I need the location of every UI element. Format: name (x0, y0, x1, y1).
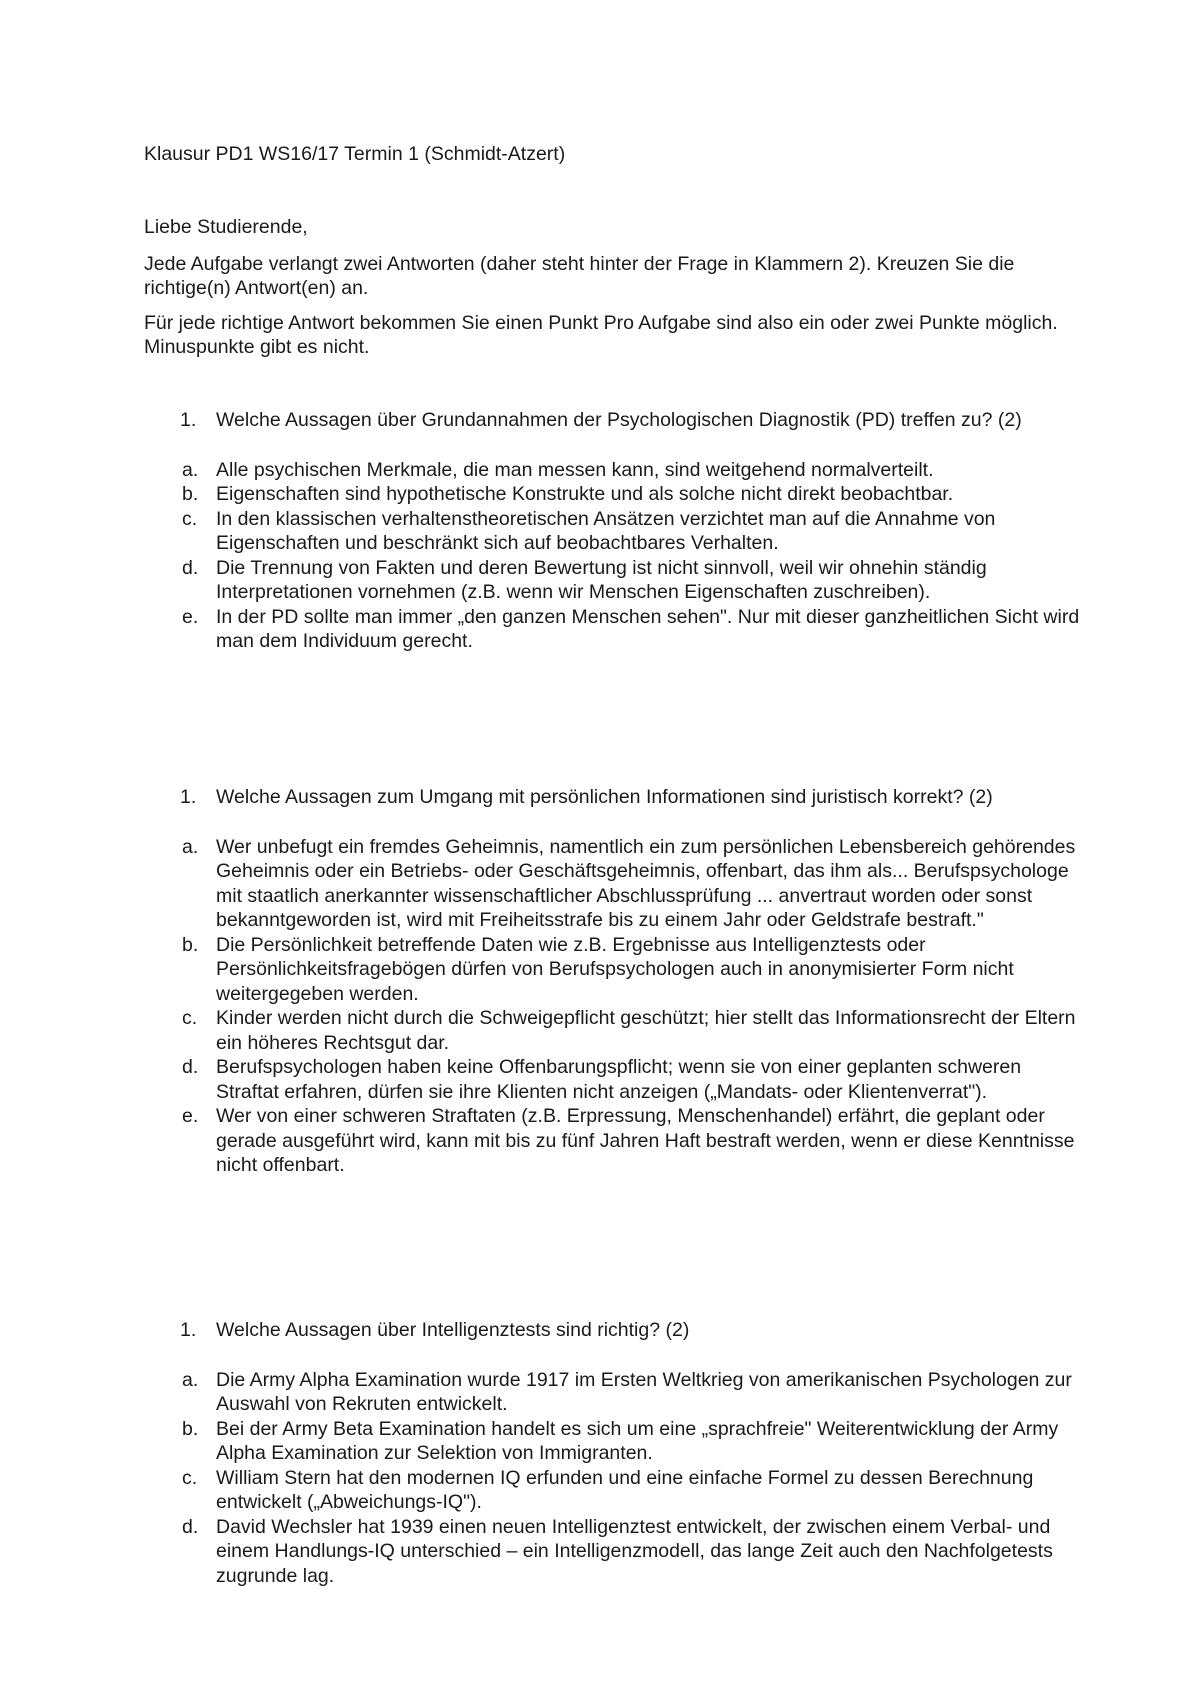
question-number: 1. (180, 1319, 197, 1341)
question-1 (144, 408, 1084, 654)
answer-option (144, 1055, 1084, 1104)
question-header (144, 1318, 1084, 1343)
option-text: David Wechsler hat 1939 einen neuen Intelligenztest entwickelt, der zwischen einem Verbal- und einem Handlungs-IQ unterschied – ein Intelligenzmodell, das lange Zeit auch den Nachfolgetests zugrunde lag. (216, 1515, 1053, 1587)
question-header (144, 408, 1084, 433)
option-letter: c. (182, 1007, 198, 1029)
answer-option (144, 1417, 1084, 1466)
option-text: In den klassischen verhaltenstheoretischen Ansätzen verzichtet man auf die Annahme von Eigenschaften und beschränkt sich auf beobachtbares Verhalten. (216, 507, 996, 554)
answer-option (144, 556, 1084, 605)
option-text: Alle psychischen Merkmale, die man messen kann, sind weitgehend normalverteilt. (216, 458, 934, 481)
option-text: Kinder werden nicht durch die Schweigepflicht geschützt; hier stellt das Informationsrecht der Eltern ein höheres Rechtsgut dar. (216, 1007, 1076, 1054)
question-text: Welche Aussagen über Intelligenztests sind richtig? (2) (216, 1319, 690, 1341)
answer-option (144, 605, 1084, 654)
answer-options (144, 835, 1084, 1178)
option-text: In der PD sollte man immer „den ganzen Menschen sehen". Nur mit dieser ganzheitlichen Sicht wird man dem Individuum gerecht. (216, 605, 1080, 652)
option-letter: b. (182, 933, 199, 956)
answer-option (144, 1515, 1084, 1589)
question-number: 1. (180, 786, 197, 808)
question-text: Welche Aussagen zum Umgang mit persönlichen Informationen sind juristisch korrekt? (2) (216, 786, 993, 808)
answer-option (144, 1368, 1084, 1417)
salutation: Liebe Studierende, (144, 216, 308, 238)
option-letter: b. (182, 1417, 199, 1440)
answer-option (144, 1104, 1084, 1178)
option-letter: d. (182, 1056, 199, 1078)
option-text: Die Army Alpha Examination wurde 1917 im Ersten Weltkrieg von amerikanischen Psychologen zur Auswahl von Rekruten entwickelt. (216, 1368, 1072, 1415)
option-text: Eigenschaften sind hypothetische Konstrukte und als solche nicht direkt beobachtbar. (216, 483, 954, 505)
answer-option (144, 458, 1084, 483)
answer-options (144, 1368, 1084, 1589)
option-letter: a. (182, 1368, 199, 1391)
option-text: Berufspsychologen haben keine Offenbarungspflicht; wenn sie von einer geplanten schweren Straftat erfahren, dürfen sie ihre Klienten nicht anzeigen („Mandats- oder Klientenverrat"). (216, 1056, 1022, 1103)
option-letter: a. (182, 835, 199, 858)
option-letter: d. (182, 1515, 199, 1538)
option-letter: e. (182, 605, 199, 628)
option-letter: d. (182, 556, 199, 579)
option-letter: c. (182, 507, 198, 530)
question-header (144, 785, 1084, 810)
answer-option (144, 1466, 1084, 1515)
scoring-paragraph: Für jede richtige Antwort bekommen Sie einen Punkt Pro Aufgabe sind also ein oder zwei Punkte möglich. Minuspunkte gibt es nicht. (144, 311, 1058, 358)
option-text: Wer von einer schweren Straftaten (z.B. Erpressung, Menschenhandel) erfährt, die geplant oder gerade ausgeführt wird, kann mit bis zu fünf Jahren Haft bestraft werden, wenn er diese Kenntnisse nicht offenbart. (216, 1105, 1075, 1176)
option-letter: a. (182, 458, 199, 481)
option-text: Die Persönlichkeit betreffende Daten wie z.B. Ergebnisse aus Intelligenztests oder Persönlichkeitsfragebögen dürfen von Berufspsychologen auch in anonymisierter Form nicht weitergegeben werden. (216, 933, 1014, 1005)
option-letter: e. (182, 1105, 199, 1127)
answer-option (144, 1006, 1084, 1055)
question-text: Welche Aussagen über Grundannahmen der Psychologischen Diagnostik (PD) treffen zu? (2) (216, 409, 1022, 431)
answer-options (144, 458, 1084, 654)
instructions-paragraph: Jede Aufgabe verlangt zwei Antworten (daher steht hinter der Frage in Klammern 2). Kreuzen Sie die richtige(n) Antwort(en) an. (144, 252, 1015, 299)
answer-option (144, 482, 1084, 507)
answer-option (144, 835, 1084, 933)
document-title: Klausur PD1 WS16/17 Termin 1 (Schmidt-Atzert) (144, 143, 566, 165)
option-text: Die Trennung von Fakten und deren Bewertung ist nicht sinnvoll, weil wir ohnehin ständig Interpretationen vornehmen (z.B. wenn wir Menschen Eigenschaften zuschreiben). (216, 556, 987, 603)
answer-option (144, 507, 1084, 556)
option-letter: c. (182, 1466, 198, 1489)
option-text: Wer unbefugt ein fremdes Geheimnis, namentlich ein zum persönlichen Lebensbereich gehörendes Geheimnis oder ein Betriebs- oder Geschäftsgeheimnis, offenbart, das ihm als... Berufspsychologe mit staatlich anerkannter wissenschaftlicher Abschlussprüfung ... anvertraut worden oder sonst bekanntgeworden ist, wird mit Freiheitsstrafe bis zu einem Jahr oder Geldstrafe bestraft." (216, 835, 1076, 931)
option-text: Bei der Army Beta Examination handelt es sich um eine „sprachfreie" Weiterentwicklung der Army Alpha Examination zur Selektion von Immigranten. (216, 1417, 1059, 1464)
question-3 (144, 1318, 1084, 1588)
question-2 (144, 785, 1084, 1178)
answer-option (144, 933, 1084, 1007)
intro-section (144, 215, 1064, 360)
option-text: William Stern hat den modernen IQ erfunden und eine einfache Formel zu dessen Berechnung entwickelt („Abweichungs-IQ"). (216, 1466, 1034, 1513)
option-letter: b. (182, 483, 199, 505)
question-number: 1. (180, 409, 197, 431)
